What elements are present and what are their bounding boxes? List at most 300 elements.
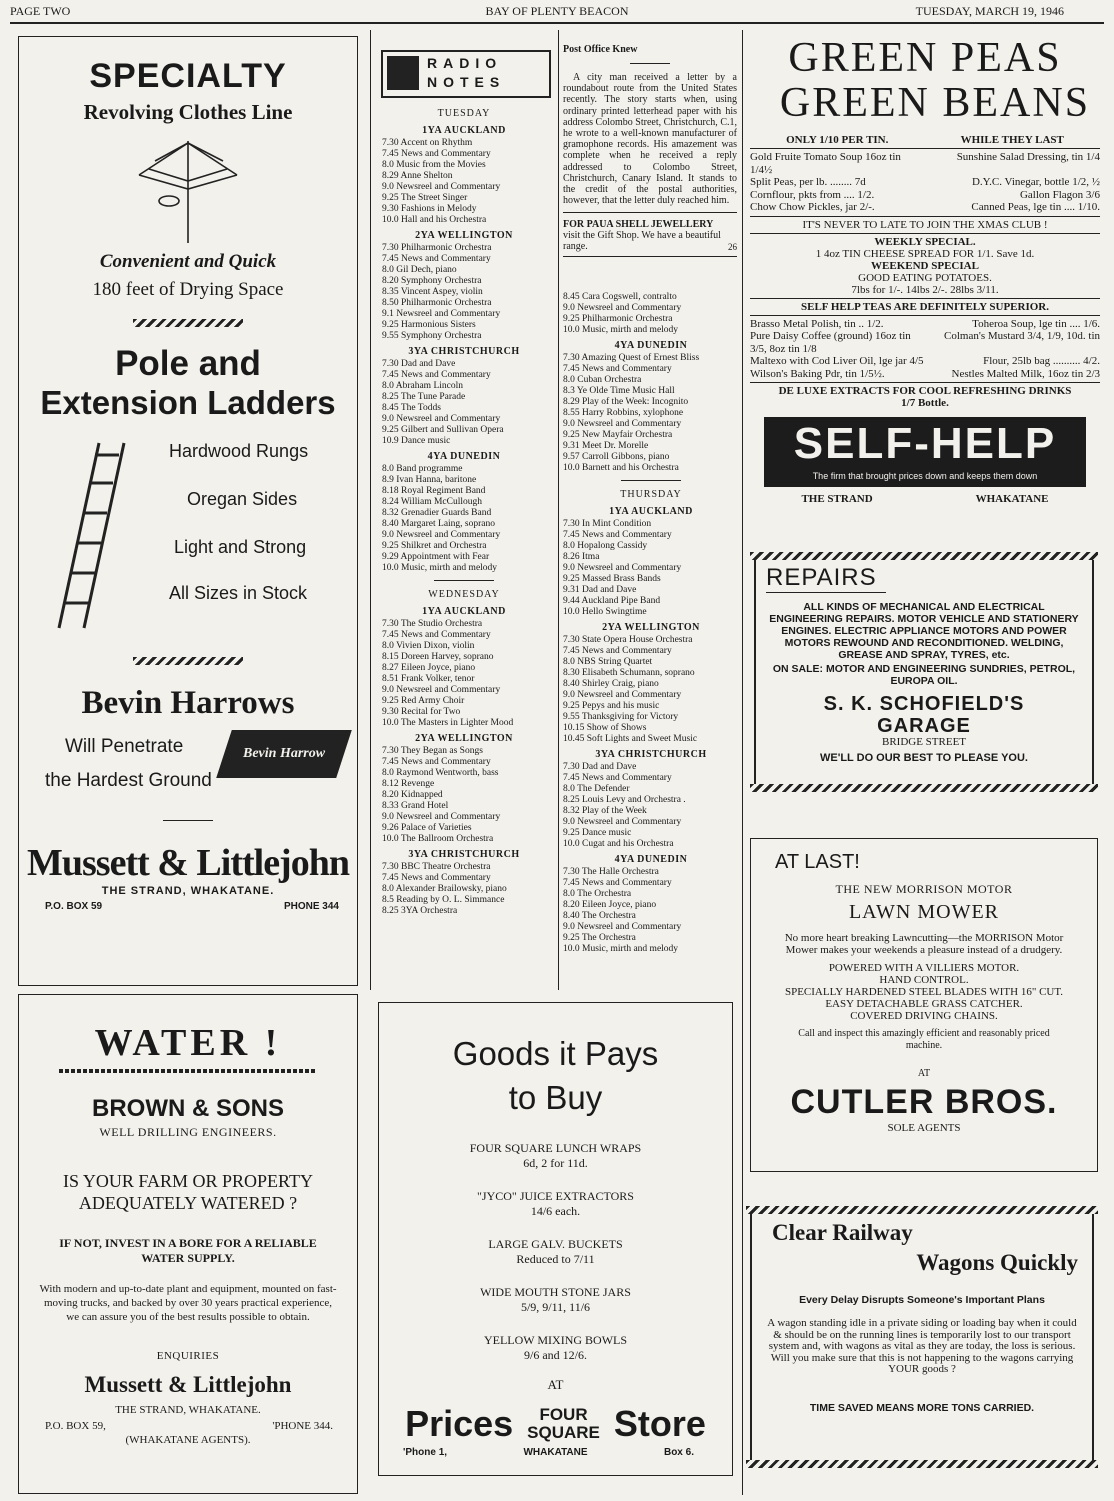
radio-programme-item: 7.30 BBC Theatre Orchestra (382, 862, 491, 872)
schofield-repairs-ad (750, 552, 1098, 804)
radio-mast-icon (387, 56, 419, 90)
ladder-feature-2: Oregan Sides (187, 489, 298, 509)
radio-programme-item: 9.0 Newsreel and Commentary (563, 690, 682, 700)
radio-day-heading: TUESDAY (437, 108, 491, 119)
radio-programme-item: 9.25 Gilbert and Sullivan Opera (382, 425, 504, 435)
goods-item-price: Reduced to 7/11 (516, 1252, 595, 1266)
radio-programme-item: 9.25 New Mayfair Orchestra (563, 430, 673, 440)
grocery-row (750, 368, 1100, 381)
radio-programme-item: 8.29 Anne Shelton (382, 171, 453, 181)
newspaper-name: BAY OF PLENTY BEACON (485, 4, 629, 18)
radio-station-heading: 2YA WELLINGTON (415, 733, 513, 744)
radio-programme-item: 9.0 Newsreel and Commentary (563, 817, 682, 827)
radio-programme-item: 8.29 Play of the Week: Incognito (563, 397, 689, 407)
bridge-street: BRIDGE STREET (881, 736, 967, 748)
drying-space-text: 180 feet of Drying Space (92, 279, 284, 300)
grocery-item: Brasso Metal Polish, tin .. 1/2. (750, 317, 884, 330)
four-square-town: WHAKATANE (523, 1447, 588, 1458)
railway-inner (750, 1214, 1094, 1460)
radio-programme-item: 8.0 Gil Dech, piano (382, 265, 457, 275)
self-help-address (750, 493, 1100, 505)
radio-programme-item: 8.25 Louis Levy and Orchestra . (563, 795, 686, 805)
radio-programme-item: 9.31 Dad and Dave (563, 585, 637, 595)
price-rule (750, 148, 1100, 149)
radio-programme-item: 8.25 The Tune Parade (382, 392, 466, 402)
bevin-harrow-logo-text: Bevin Harrow (242, 746, 326, 761)
mussett-firm-name: Mussett & Littlejohn (27, 842, 349, 884)
grocery-item: D.Y.C. Vinegar, bottle 1/2, ½ (971, 176, 1100, 188)
radio-programme-item: 8.40 The Orchestra (563, 911, 636, 921)
radio-station-heading: 4YA DUNEDIN (614, 340, 688, 351)
railway-heading-1: Clear Railway (772, 1220, 913, 1245)
radio-notes-logo (381, 50, 551, 98)
grocery-item: Toheroa Soup, lge tin .... 1/6. (972, 317, 1100, 330)
harrow-section (19, 722, 357, 792)
four-word: FOUR (539, 1405, 588, 1424)
radio-schedule-col1 (382, 100, 546, 917)
radio-programme-item: 8.0 The Orchestra (563, 889, 632, 899)
radio-station-heading: 1YA AUCKLAND (422, 606, 506, 617)
mower-feature-3: SPECIALLY HARDENED STEEL BLADES WITH 16" CUT. (784, 986, 1064, 998)
paua-number: 26 (728, 242, 737, 253)
radio-programme-item: 8.32 Play of the Week (563, 806, 647, 816)
radio-programme-item: 10.15 Show of Shows (563, 723, 647, 733)
grocery-item: Gallon Flagon 3/6 (1019, 188, 1100, 201)
invest-bore-text: IF NOT, INVEST IN A BORE FOR A RELIABLE WATER SUPPLY. (59, 1236, 317, 1265)
water-heading-rule (59, 1069, 317, 1073)
radio-programme-item: 8.35 Vincent Aspey, violin (382, 287, 483, 297)
radio-programme-item: 8.5 Reading by O. L. Simmance (382, 895, 505, 905)
radio-programme-item: 8.18 Royal Regiment Band (382, 486, 486, 496)
radio-programme-item: 8.0 Hopalong Cassidy (563, 541, 648, 551)
mussett-contact-row (19, 897, 357, 912)
radio-programme-item: 7.45 News and Commentary (563, 364, 672, 374)
clothes-line-icon (19, 131, 357, 249)
mower-at: AT (917, 1068, 931, 1079)
radio-programme-item: 9.30 Fashions in Melody (382, 204, 477, 214)
issue-date: TUESDAY, MARCH 19, 1946 (915, 4, 1064, 18)
mower-feature-5: COVERED DRIVING CHAINS. (850, 1010, 998, 1022)
radio-programme-item: 9.0 Newsreel and Commentary (382, 414, 501, 424)
radio-programme-item: 8.55 Harry Robbins, xylophone (563, 408, 684, 418)
only-price: ONLY 1/10 PER TIN. (786, 134, 889, 146)
goods-item-price: 5/9, 9/11, 11/6 (520, 1300, 591, 1314)
mussett-box: P.O. BOX 59 (45, 901, 103, 912)
while-they-last: WHILE THEY LAST (960, 134, 1064, 146)
radio-logo-word-2: NOTES (427, 74, 506, 90)
goods-item-price: 14/6 each. (530, 1204, 581, 1218)
specialty-heading: SPECIALTY (89, 57, 287, 95)
radio-programme-item: 8.30 Elisabeth Schumann, soprano (563, 668, 695, 678)
radio-day-heading: THURSDAY (620, 489, 682, 500)
article-end-rule (563, 212, 737, 213)
extracts-price: 1/7 Bottle. (901, 397, 949, 409)
radio-programme-item: 7.45 News and Commentary (382, 254, 491, 264)
radio-programme-item: 7.30 They Began as Songs (382, 746, 483, 756)
radio-programme-item: 7.30 Accent on Rhythm (382, 138, 473, 148)
ladder-icon (39, 433, 149, 633)
radio-programme-item: 8.40 Margaret Laing, soprano (382, 519, 496, 529)
xmas-rule (750, 216, 1100, 217)
radio-programme-item: 9.55 Symphony Orchestra (382, 331, 482, 341)
enquiries-label: ENQUIRIES (156, 1350, 220, 1362)
weekly-rule (750, 233, 1100, 234)
radio-programme-item: 8.26 Itma (563, 552, 600, 562)
water-heading: WATER ! (94, 1022, 282, 1064)
radio-programme-item: 7.30 Amazing Quest of Ernest Bliss (563, 353, 700, 363)
grocery-row (750, 176, 1100, 189)
price-while-row (750, 134, 1100, 146)
grocery-row (750, 201, 1100, 214)
mower-feature-2: HAND CONTROL. (879, 974, 969, 986)
radio-programme-item: 8.15 Doreen Harvey, soprano (382, 652, 494, 662)
radio-programme-item: 7.45 News and Commentary (563, 878, 672, 888)
green-peas-heading: GREEN PEAS (788, 35, 1062, 81)
grocery-item: Split Peas, per lb. ........ 7d (750, 176, 866, 188)
goods-item-name: WIDE MOUTH STONE JARS (480, 1285, 631, 1299)
weekly-special-heading: WEEKLY SPECIAL. (874, 235, 976, 248)
paua-body: visit the Gift Shop. We have a beautiful range. (563, 230, 721, 253)
garage-name: GARAGE (877, 715, 971, 737)
ladders-heading-1: Pole and (115, 344, 261, 383)
water-agent-name: Mussett & Littlejohn (84, 1372, 292, 1397)
water-body-text: With modern and up-to-date plant and equipment, mounted on fast-moving trucks, and backed by over 30 years practical experience, we can assure you of the best results possible to obtain. (39, 1283, 337, 1323)
radio-programme-item: 8.24 William McCullough (382, 497, 482, 507)
goods-item-name: YELLOW MIXING BOWLS (483, 1333, 628, 1347)
grocery-row (750, 189, 1100, 202)
clothes-line-heading: Revolving Clothes Line (83, 100, 293, 124)
radio-programme-item: 7.30 The Studio Orchestra (382, 619, 483, 629)
radio-programme-item: 7.45 News and Commentary (382, 873, 491, 883)
goods-item-price: 9/6 and 12/6. (524, 1348, 587, 1362)
radio-programme-item: 10.0 Music, mirth and melody (382, 563, 498, 573)
water-contact-row (19, 1416, 357, 1432)
radio-programme-item: 8.0 Alexander Brailowsky, piano (382, 884, 507, 894)
radio-station-heading: 2YA WELLINGTON (415, 230, 513, 241)
repairs-heading: REPAIRS (766, 564, 886, 593)
radio-programme-item: 10.0 Barnett and his Orchestra (563, 463, 679, 473)
radio-programme-item: 9.0 Newsreel and Commentary (563, 563, 682, 573)
grocery-item: Pure Daisy Coffee (ground) 16oz tin 3/5, 8oz tin 1/8 (750, 330, 911, 355)
radio-station-heading: 4YA DUNEDIN (427, 451, 501, 462)
post-office-article (563, 44, 737, 257)
radio-programme-item: 8.12 Revenge (382, 779, 435, 789)
radio-programme-item: 9.31 Meet Dr. Morelle (563, 441, 649, 451)
potatoes-text: GOOD EATING POTATOES. (858, 271, 992, 284)
water-phone: 'PHONE 344. (272, 1420, 333, 1432)
radio-programme-item: 7.45 News and Commentary (382, 370, 491, 380)
cheese-spread-text: 1 4oz TIN CHEESE SPREAD FOR 1/1. Save 1d. (815, 247, 1035, 260)
mussett-phone: PHONE 344 (283, 901, 339, 912)
radio-programme-item: 8.27 Eileen Joyce, piano (382, 663, 476, 673)
grocery-row (750, 151, 1100, 176)
radio-station-heading: 2YA WELLINGTON (602, 622, 700, 633)
column-rule (558, 30, 559, 990)
mower-body: No more heart breaking Lawncutting—the MORRISON Motor Mower makes your weekends a pleasure instead of a drudgery. (784, 932, 1064, 956)
water-agents-note: (WHAKATANE AGENTS). (125, 1434, 251, 1446)
radio-programme-item: 8.50 Philharmonic Orchestra (382, 298, 492, 308)
self-help-teas: SELF HELP TEAS ARE DEFINITELY SUPERIOR. (801, 300, 1049, 313)
radio-programme-item: 8.0 Music from the Movies (382, 160, 486, 170)
grocery-list-1 (750, 151, 1100, 214)
grocery-item: Chow Chow Pickles, jar 2/-. (750, 201, 875, 213)
radio-programme-item: 10.9 Dance music (382, 436, 451, 446)
grocery-item: Flour, 25lb bag .......... 4/2. (983, 355, 1100, 367)
goods-at: AT (547, 1377, 564, 1392)
radio-station-heading: 1YA AUCKLAND (609, 506, 693, 517)
four-square-contact (379, 1445, 732, 1458)
radio-programme-item: 9.0 Newsreel and Commentary (382, 182, 501, 192)
radio-day-rule (434, 580, 494, 581)
mower-inspect: Call and inspect this amazingly efficient and reasonably priced machine. (798, 1028, 1050, 1051)
radio-programme-item: 10.0 The Ballroom Orchestra (382, 834, 494, 844)
radio-programme-item: 8.0 NBS String Quartet (563, 657, 653, 667)
radio-programme-item: 7.30 Dad and Dave (382, 359, 456, 369)
penetrate-text-2: the Hardest Ground (45, 770, 212, 791)
ladder-feature-3: Light and Strong (174, 537, 307, 557)
grocery-row (750, 318, 1100, 331)
self-help-slogan: The firm that brought prices down and keeps them down (812, 471, 1038, 481)
mower-sub-2: LAWN MOWER (848, 901, 1000, 923)
goods-list (379, 1141, 732, 1363)
radio-programme-item: 9.25 Dance music (563, 828, 632, 838)
sole-agents: SOLE AGENTS (887, 1122, 961, 1134)
grocery-row (750, 355, 1100, 368)
self-help-strand: THE STRAND (801, 493, 873, 505)
goods-item-name: LARGE GALV. BUCKETS (488, 1237, 623, 1251)
self-help-town: WHAKATANE (975, 493, 1049, 505)
radio-programme-item: 8.0 Raymond Wentworth, bass (382, 768, 499, 778)
railway-border-bottom (746, 1460, 1098, 1468)
ornament-divider (133, 319, 243, 327)
radio-programme-item: 7.45 News and Commentary (563, 530, 672, 540)
radio-station-heading: 3YA CHRISTCHURCH (408, 346, 520, 357)
grocery-list-2 (750, 318, 1100, 381)
extracts-rule (750, 382, 1100, 383)
four-square-logo (379, 1403, 732, 1445)
mower-sub-1: THE NEW MORRISON MOTOR (835, 882, 1013, 896)
goods-item-price: 6d, 2 for 11d. (523, 1156, 588, 1170)
ladder-feature-1: Hardwood Rungs (169, 441, 309, 461)
radio-programme-item: 7.30 In Mint Condition (563, 519, 652, 529)
mower-feature-1: POWERED WITH A VILLIERS MOTOR. (828, 962, 1020, 974)
cutler-bros-name: CUTLER BROS. (790, 1083, 1058, 1121)
short-rule (163, 820, 213, 821)
potato-prices: 7lbs for 1/-. 14lbs 2/-. 28lbs 3/11. (851, 283, 999, 296)
radio-programme-item: 8.20 Symphony Orchestra (382, 276, 482, 286)
radio-programme-item: 8.3 Ye Olde Time Music Hall (563, 386, 675, 396)
four-square-goods-ad (378, 1002, 733, 1476)
xmas-club-text: IT'S NEVER TO LATE TO JOIN THE XMAS CLUB ! (802, 218, 1048, 231)
radio-programme-item: 9.0 Newsreel and Commentary (382, 530, 501, 540)
goods-item-name: "JYCO" JUICE EXTRACTORS (477, 1189, 634, 1203)
four-square-mark (527, 1406, 600, 1442)
teas-rule-2 (750, 315, 1100, 316)
schofield-name: S. K. SCHOFIELD'S (823, 693, 1025, 715)
radio-programme-item: 9.0 Newsreel and Commentary (563, 303, 682, 313)
railway-body: A wagon standing idle in a private siding or loading bay when it could & should be on the running lines is temporarily lost to our transport system and, with wagons as vital as they are today, the loss is serious. Will you make sure that this is not happening to the wagons carrying YOUR goods ? (767, 1317, 1077, 1375)
grocery-item: Sunshine Salad Dressing, tin 1/4 (956, 151, 1100, 163)
repairs-tagline: WE'LL DO OUR BEST TO PLEASE YOU. (820, 752, 1028, 764)
radio-programme-item: 9.25 Pepys and his music (563, 701, 660, 711)
radio-programme-item: 10.45 Soft Lights and Sweet Music (563, 734, 698, 744)
water-ad (18, 994, 358, 1494)
convenient-text: Convenient and Quick (99, 251, 277, 272)
farm-question: IS YOUR FARM OR PROPERTY ADEQUATELY WATERED ? (63, 1171, 313, 1213)
radio-programme-item: 7.30 Philharmonic Orchestra (382, 243, 492, 253)
mower-feature-4: EASY DETACHABLE GRASS CATCHER. (825, 998, 1023, 1010)
four-square-phone: 'Phone 1, (403, 1447, 448, 1458)
brown-sons-name: BROWN & SONS (92, 1095, 284, 1122)
goods-item-name: FOUR SQUARE LUNCH WRAPS (469, 1141, 642, 1155)
self-help-ad (750, 36, 1100, 536)
radio-programme-item: 9.1 Newsreel and Commentary (382, 309, 501, 319)
ladder-feature-4: All Sizes in Stock (169, 583, 308, 603)
repairs-body: ALL KINDS OF MECHANICAL AND ELECTRICAL ENGINEERING REPAIRS. MOTOR VEHICLE AND STATIONERY ENGINES. ELECTRIC APPLIANCE MOTORS AND POWER MOTORS REWOUND AND RECONDITIONED. WELDING, GREASE AND SPRAY, TYRES, etc. (769, 601, 1079, 661)
post-office-title: Post Office Knew (563, 44, 638, 55)
radio-programme-item: 8.0 The Defender (563, 784, 630, 794)
grocery-item: Colman's Mustard 3/4, 1/9, 10d. tin (944, 330, 1100, 342)
radio-programme-item: 10.0 Music, mirth and melody (563, 325, 679, 335)
water-box: P.O. BOX 59, (45, 1420, 106, 1432)
radio-programme-item: 8.45 The Todds (382, 403, 441, 413)
radio-programme-item: 10.0 Music, mirth and melody (563, 944, 679, 954)
radio-programme-item: 9.0 Newsreel and Commentary (382, 685, 501, 695)
radio-station-heading: 3YA CHRISTCHURCH (408, 849, 520, 860)
paua-rule (563, 256, 737, 257)
radio-programme-item: 9.0 Newsreel and Commentary (563, 419, 682, 429)
radio-programme-item: 9.25 Harmonious Sisters (382, 320, 476, 330)
radio-programme-item: 8.25 3YA Orchestra (382, 906, 458, 916)
radio-programme-item: 7.30 The Halle Orchestra (563, 867, 659, 877)
radio-programme-item: 7.30 Dad and Dave (563, 762, 637, 772)
radio-programme-item: 9.25 Red Army Choir (382, 696, 465, 706)
store-word: Store (613, 1403, 706, 1444)
bevin-harrows-heading: Bevin Harrows (81, 685, 295, 721)
square-word: SQUARE (527, 1423, 600, 1442)
radio-programme-item: 10.0 The Masters in Lighter Mood (382, 718, 514, 728)
post-office-body: A city man received a letter by a roundabout route from the United States recently. The story starts when, using ordinary printed letterhead paper with his address Colombo Street, Christchurch, C.1, he wrote to a well-known manufacturer of gramophone records. His amazement was complete when he received a reply addressed to Colombo Street, Christchurch, Canary Island. It stands to the credit of the postal authorities, however, that the letter duly reached him. (563, 72, 737, 207)
ladders-heading-2: Extension Ladders (40, 384, 336, 421)
page-number: PAGE TWO (10, 4, 71, 18)
radio-programme-item: 7.45 News and Commentary (563, 773, 672, 783)
radio-programme-item: 9.0 Newsreel and Commentary (382, 812, 501, 822)
radio-programme-item: 8.33 Grand Hotel (382, 801, 449, 811)
radio-programme-item: 7.45 News and Commentary (382, 630, 491, 640)
masthead-rule (10, 22, 1104, 24)
ladder-section (19, 433, 357, 643)
radio-programme-item: 9.0 Newsreel and Commentary (563, 922, 682, 932)
weekend-special-heading: WEEKEND SPECIAL (871, 259, 979, 272)
radio-station-heading: 4YA DUNEDIN (614, 854, 688, 865)
radio-programme-item: 10.0 Hello Swingtime (563, 607, 647, 617)
grocery-item: Cornflour, pkts from .... 1/2. (750, 188, 875, 201)
at-last-heading: AT LAST! (775, 851, 860, 873)
radio-schedule-col2 (563, 292, 739, 955)
radio-programme-item: 10.0 Hall and his Orchestra (382, 215, 487, 225)
railway-heading-2: Wagons Quickly (916, 1250, 1078, 1275)
repairs-border-bottom (750, 784, 1098, 792)
radio-programme-item: 9.25 The Orchestra (563, 933, 636, 943)
goods-heading-2: to Buy (508, 1079, 603, 1116)
radio-programme-item: 9.57 Carroll Gibbons, piano (563, 452, 670, 462)
radio-programme-item: 7.45 News and Commentary (563, 646, 672, 656)
column-rule (742, 30, 743, 1495)
radio-day-heading: WEDNESDAY (428, 589, 500, 600)
radio-day-rule (621, 480, 681, 481)
morrison-mower-ad (750, 838, 1098, 1172)
repairs-inner (754, 560, 1094, 784)
radio-programme-item: 9.25 Massed Brass Bands (563, 574, 661, 584)
repairs-on-sale: ON SALE: MOTOR AND ENGINEERING SUNDRIES, PETROL, EUROPA OIL. (772, 663, 1076, 687)
radio-programme-item: 9.25 Shilkret and Orchestra (382, 541, 487, 551)
column-rule (370, 30, 371, 990)
radio-station-heading: 1YA AUCKLAND (422, 125, 506, 136)
railway-border-top (746, 1206, 1098, 1214)
grocery-item: Canned Peas, lge tin .... 1/10. (971, 201, 1100, 213)
radio-programme-item: 9.29 Appointment with Fear (382, 552, 490, 562)
radio-logo-word-1: RADIO (427, 55, 503, 71)
grocery-item: Maltexo with Cod Liver Oil, lge jar 4/5 (750, 355, 924, 367)
extracts-text: DE LUXE EXTRACTS FOR COOL REFRESHING DRINKS (778, 385, 1072, 397)
mussett-address: THE STRAND, WHAKATANE. (101, 885, 275, 897)
radio-programme-item: 9.44 Auckland Pipe Band (563, 596, 661, 606)
radio-programme-item: 9.25 Philharmonic Orchestra (563, 314, 673, 324)
grocery-item: Wilson's Baking Pdr, tin 1/5½. (750, 367, 885, 380)
radio-programme-item: 8.40 Shirley Craig, piano (563, 679, 659, 689)
ornament-divider-2 (133, 657, 243, 665)
railway-ad (746, 1206, 1098, 1476)
radio-programme-item: 8.45 Cara Cogswell, contralto (563, 292, 677, 302)
self-help-logo-banner (764, 417, 1086, 487)
radio-programme-item: 9.55 Thanksgiving for Victory (563, 712, 679, 722)
self-help-logo: SELF-HELP (793, 419, 1057, 468)
radio-programme-item: 8.0 Vivien Dixon, violin (382, 641, 475, 651)
railway-footer: TIME SAVED MEANS MORE TONS CARRIED. (809, 1401, 1035, 1414)
radio-programme-item: 9.30 Recital for Two (382, 707, 461, 717)
goods-heading-1: Goods it Pays (452, 1035, 659, 1072)
teas-rule (750, 298, 1100, 299)
radio-programme-item: 8.20 Kidnapped (382, 790, 443, 800)
penetrate-text-1: Will Penetrate (65, 736, 184, 757)
radio-programme-item: 10.0 Cugat and his Orchestra (563, 839, 674, 849)
article-rule (630, 63, 670, 64)
water-agent-address: THE STRAND, WHAKATANE. (115, 1404, 261, 1416)
radio-programme-item: 7.45 News and Commentary (382, 149, 491, 159)
grocery-row (750, 330, 1100, 355)
well-drilling-text: WELL DRILLING ENGINEERS. (99, 1125, 277, 1139)
radio-programme-item: 8.0 Band programme (382, 464, 463, 474)
grocery-item: Nestles Malted Milk, 16oz tin 2/3 (951, 367, 1100, 380)
bevin-harrow-logo (216, 730, 352, 778)
grocery-item: Gold Fruite Tomato Soup 16oz tin 1/4½ (750, 151, 901, 176)
radio-programme-item: 8.9 Ivan Hanna, baritone (382, 475, 477, 485)
radio-programme-item: 7.30 State Opera House Orchestra (563, 635, 693, 645)
radio-programme-item: 8.51 Frank Volker, tenor (382, 674, 475, 684)
repairs-border-top (750, 552, 1098, 560)
radio-station-heading: 3YA CHRISTCHURCH (595, 749, 707, 760)
four-square-box: Box 6. (663, 1447, 694, 1458)
radio-programme-item: 9.25 The Street Singer (382, 193, 468, 203)
green-beans-heading: GREEN BEANS (779, 80, 1091, 126)
radio-programme-item: 8.0 Abraham Lincoln (382, 381, 463, 391)
radio-programme-item: 8.0 Cuban Orchestra (563, 375, 642, 385)
radio-programme-item: 9.26 Palace of Varieties (382, 823, 472, 833)
radio-programme-item: 8.32 Grenadier Guards Band (382, 508, 492, 518)
mussett-littlejohn-ad (18, 36, 358, 986)
paua-title: FOR PAUA SHELL JEWELLERY (563, 219, 714, 231)
prices-word: Prices (405, 1403, 514, 1444)
